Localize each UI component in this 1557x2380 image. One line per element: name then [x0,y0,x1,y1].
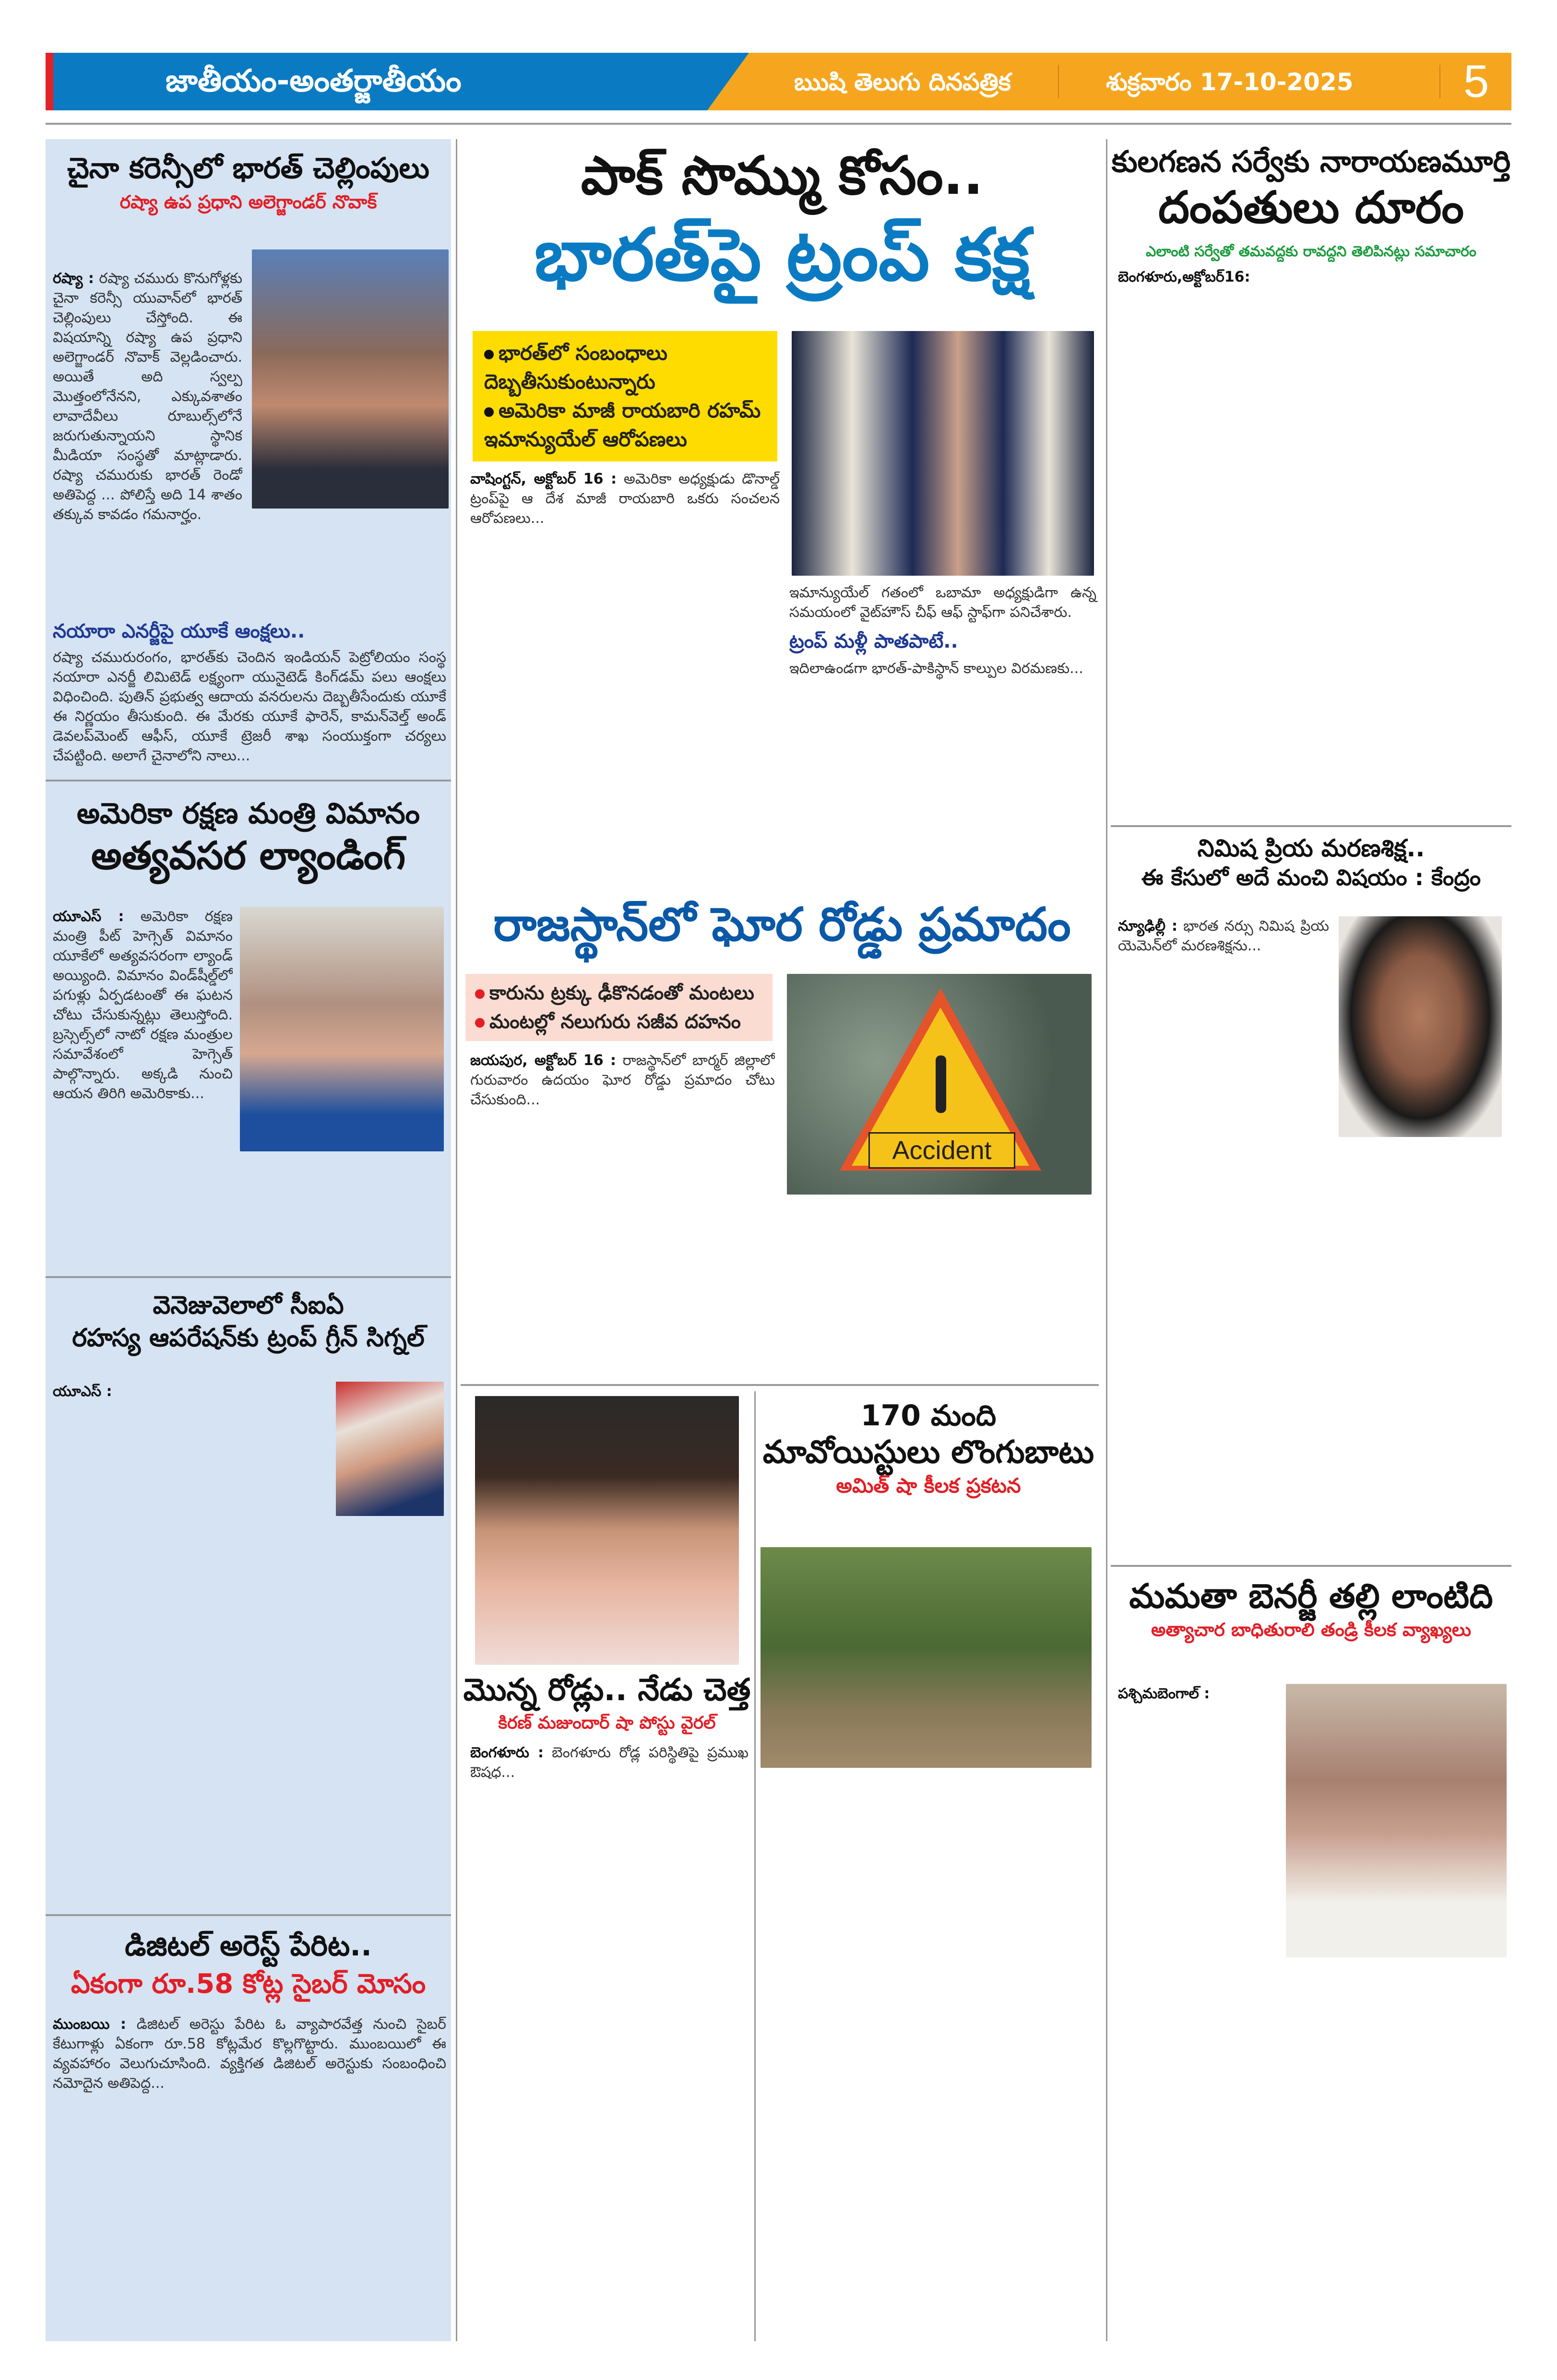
article-body [470,1051,775,1346]
photo-pete-hegseth [240,907,444,1151]
headline: డిజిటల్ అరెస్ట్ పేరిట.. [125,1929,372,1963]
article-body [1118,267,1507,287]
subheadline: రష్యా ఉప ప్రధాని అలెగ్జాండర్ నొవాక్ [119,191,377,213]
article-body [53,2014,446,2093]
article-caste-survey [1111,144,1511,287]
highlight-item [475,979,763,1007]
lead-right-stack [789,583,1096,678]
crosshead: ట్రంప్ మళ్లీ పాతపాటే.. [789,630,958,652]
header-rule [46,123,1511,125]
article-body: ఇదిలాఉండగా భారత్-పాకిస్థాన్ కాల్పుల విరమణకు... [789,660,1083,677]
article-body [470,469,780,902]
article-china-currency [48,151,449,213]
dateline: యూఎస్ : [53,1383,112,1400]
column-divider [456,139,457,2341]
highlights-box [473,331,777,462]
dateline: ముంబయి : [53,2016,126,2033]
highlight-item [484,339,766,396]
highlights-box [465,974,773,1041]
dateline: న్యూఢిల్లీ : [1118,918,1178,935]
article-mamata-heads [1111,1576,1511,1641]
article-body [1118,1684,1276,1704]
kiran-subheadline: కిరణ్ మజుందార్ షా పోస్టు వైరల్ [498,1713,716,1733]
headline: మావోయిస్టులు లొంగుబాటు [762,1433,1094,1470]
article-divider [1111,825,1511,827]
article-body [53,269,242,583]
article-body [53,907,233,1261]
exclamation-mark [936,1055,946,1113]
subheadline: ఎలాంటి సర్వేతో తమవద్దకు రావద్దని తెలిపినట్లు సమాచారం [1145,243,1477,260]
article-body [53,1382,326,1401]
bullet-icon [484,407,494,417]
dateline: వాషింగ్టన్, అక్టోబర్ 16 : [470,471,617,487]
photo-alexander-novak [252,249,449,509]
headline: అమెరికా రక్షణ మంత్రి విమానం [76,797,420,830]
highlight-text: అమెరికా మాజీ రాయబారి రహమ్ ఇమాన్యుయేల్ ఆరోపణలు [484,399,761,451]
highlight-text: మంటల్లో నలుగురు సజీవ దహనం [489,1011,741,1033]
highlight-text: కారును ట్రక్కు ఢీకొనడంతో మంటలు [489,982,754,1004]
article-maoists [761,1398,1096,1498]
headline: అత్యవసర ల్యాండింగ్ [91,833,406,878]
highlight-text: భారత్‌లో సంబంధాలు దెబ్బతీసుకుంటున్నారు [484,341,668,393]
rajasthan-left-stack [465,974,775,1346]
bullet-icon [475,1018,485,1028]
photo-trump-sharif-munir [792,331,1094,576]
column-divider [754,1391,756,2341]
headline: దంపతులు దూరం [1158,182,1464,234]
rajasthan-headline: రాజస్థాన్‌లో ఘోర రోడ్డు ప్రమాదం [493,898,1071,951]
photo-trump [336,1382,444,1516]
nimisha-subheadline: ఈ కేసులో అదే మంచి విషయం : కేంద్రం [1141,864,1481,890]
highlight-item [484,396,766,454]
header-divider [1439,65,1440,98]
header-red-strip [46,53,53,110]
article-body [1118,916,1329,956]
article-defense-landing [48,796,449,879]
photo-accident-sign [787,974,1092,1195]
article-body: రష్యా చమురురంగం, భారత్‌కు చెందిన ఇండియన్ పెట్రోలియం సంస్థ నయారా ఎనర్జీ లిమిటెడ్ లక్ష్యంగా యునైటెడ్ కింగ్‌డమ్ పలు ఆంక్షలు విధించింది. పుతిన్ ప్రభుత్వ ఆదాయ వనరులను దెబ్బతీసేందుకు యూకే ఈ నిర్ణయం తీసుకుంది. ఈ మేరకు యూకే ఫారెన్, కామన్‌వెల్త్ అండ్ డెవలప్‌మెంట్ ఆఫీస్, యూకే ట్రెజరీ శాఖ సంయుక్తంగా చర్యలు చేపట్టింది. అలాగే చైనాలోని నాలు... [53,649,446,764]
page-number: 5 [1463,56,1489,107]
body-text: భారత నర్సు నిమిష ప్రియ యెమెన్‌లో మరణశిక్షను... [1118,918,1329,954]
article-venezuela-cia [48,1291,449,1353]
highlight-item [475,1007,763,1036]
section-title: జాతీయం-అంతర్జాతీయం [166,63,462,99]
lead-headline-line2: భారత్‌పై ట్రంప్ కక్ష [534,213,1030,297]
photo-kiran-mazumdar-shaw [475,1396,739,1665]
dateline: పశ్చిమబెంగాల్ : [1118,1685,1210,1702]
dateline: బెంగళూరు : [470,1744,544,1761]
lead-article [463,144,1101,298]
header-divider [1058,65,1059,98]
subheadline: ఏకంగా రూ.58 కోట్ల సైబర్ మోసం [71,1968,426,2000]
article-digital-arrest [48,1929,449,2093]
photo-nimisha-priya [1339,916,1502,1137]
bullet-icon [475,989,485,999]
issue-date: శుక్రవారం 17-10-2025 [1106,68,1354,96]
article-nimisha-heads [1111,834,1511,891]
article-kiran [463,1672,751,1782]
lead-left-stack [470,331,780,902]
article-divider [1111,1565,1511,1567]
article-body [470,1743,749,1782]
body-text: బెంగళూరు రోడ్ల పరిస్థితిపై ప్రముఖ ఔషధ... [470,1744,749,1781]
body-text: డిజిటల్ అరెస్టు పేరిట ఓ వ్యాపారవేత్త నుంచి సైబర్ కేటుగాళ్లు ఏకంగా రూ.58 కోట్లమేర కొల్లగొట్టారు. ముంబయిలో ఈ వ్యవహారం వెలుగుచూసింది. వ్యక్తిగత డిజిటల్ అరెస్టుకు సంబంధించి నమోదైన అతిపెద్ద... [53,2016,446,2092]
headline: రహస్య ఆపరేషన్‌కు ట్రంప్ గ్రీన్ సిగ్నల్ [72,1324,425,1353]
mamata-headline: మమతా బెనర్జీ తల్లి లాంటిది [1129,1576,1493,1616]
body-text: అమెరికా రక్షణ మంత్రి పీట్ హెగ్సెత్ విమానం యూకేలో అత్యవసరంగా ల్యాండ్ అయ్యింది. విమానం విండ్‌షీల్డ్‌లో పగుళ్లు ఏర్పడటంతో ఈ ఘటన చోటు చేసుకున్నట్లు తెలుస్తోంది. బ్రస్సెల్స్‌లో నాటో రక్షణ మంత్రుల సమావేశంలో హెగ్సెత్ పాల్గొన్నారు. అక్కడి నుంచి ఆయన తిరిగి అమెరికాకు... [53,908,233,1102]
dateline: బెంగళూరు,అక్టోబర్16: [1118,268,1250,285]
body-text: రాజస్థాన్‌లో బార్మర్ జిల్లాలో గురువారం ఉదయం ఘోర రోడ్డు ప్రమాదం చోటు చేసుకుంది... [470,1052,775,1108]
article-divider [461,1384,1099,1386]
body-text: రష్యా చమురు కొనుగోళ్లకు చైనా కరెన్సీ యువాన్‌లో భారత్ చెల్లింపులు చేస్తోంది. ఈ విషయాన్ని రష్యా ఉప ప్రధాని అలెగ్జాండర్ నొవాక్ వెల్లడించారు. అయితే అది స్వల్ప మొత్తంలోనేనని, ఎక్కువశాతం లావాదేవీలు రూబుల్స్‌లోనే జరుగుతున్నాయని స్థానిక మీడియా సంస్థతో మాట్లాడారు. రష్యా చమురుకు భారత్ రెండో అతిపెద్ద ... పోలిస్తే అది 14 శాతం తక్కువ కావడం గమనార్హం. [53,270,242,523]
mamata-subheadline: అత్యాచార బాధితురాలి తండ్రి కీలక వ్యాఖ్యలు [1151,1619,1471,1640]
dateline: రష్యా : [53,270,94,287]
article-divider [46,780,451,781]
article-divider [46,1914,451,1916]
column-divider [1106,139,1107,2341]
headline: కులగణన సర్వేకు నారాయణమూర్తి [1111,144,1511,179]
photo-caption: ఇమాన్యుయేల్ గతంలో ఒబామా అధ్యక్షుడిగా ఉన్న సమయంలో వైట్‌హౌస్ చీఫ్ ఆఫ్ స్టాఫ్‌గా పనిచేశారు. [789,584,1096,621]
accident-label: Accident [868,1132,1015,1169]
kiran-headline: మొన్న రోడ్లు.. నేడు చెత్త [463,1672,751,1708]
page-header [46,53,1511,110]
headline: వెనెజువెలాలో సీఐఏ [153,1291,344,1320]
article-divider [46,1276,451,1278]
headline: చైనా కరెన్సీలో భారత్ చెల్లింపులు [67,152,429,185]
lead-headline-line1: పాక్ సొమ్ము కోసం.. [581,145,984,206]
newspaper-name: ఋషి తెలుగు దినపత్రిక [794,68,1011,96]
photo-maoists-surrender [761,1547,1092,1768]
dateline: జయపుర, అక్టోబర్ 16 : [470,1052,617,1069]
dateline: యూఎస్ : [53,908,124,925]
photo-mamata-banerjee [1286,1684,1507,1957]
crosshead-stack [53,619,446,766]
body-text: అమెరికా అధ్యక్షుడు డొనాల్డ్ ట్రంప్‌పై ఆ దేశ మాజీ రాయబారి ఒకరు సంచలన ఆరోపణలు... [470,471,780,527]
bullet-icon [484,350,494,359]
nimisha-headline: నిమిష ప్రియ మరణశిక్ష.. [1197,834,1425,862]
subheadline: అమిత్ షా కీలక ప్రకటన [836,1474,1021,1498]
crosshead: నయారా ఎనర్జీపై యూకే ఆంక్షలు.. [53,620,305,642]
headline: 170 మంది [860,1399,997,1433]
